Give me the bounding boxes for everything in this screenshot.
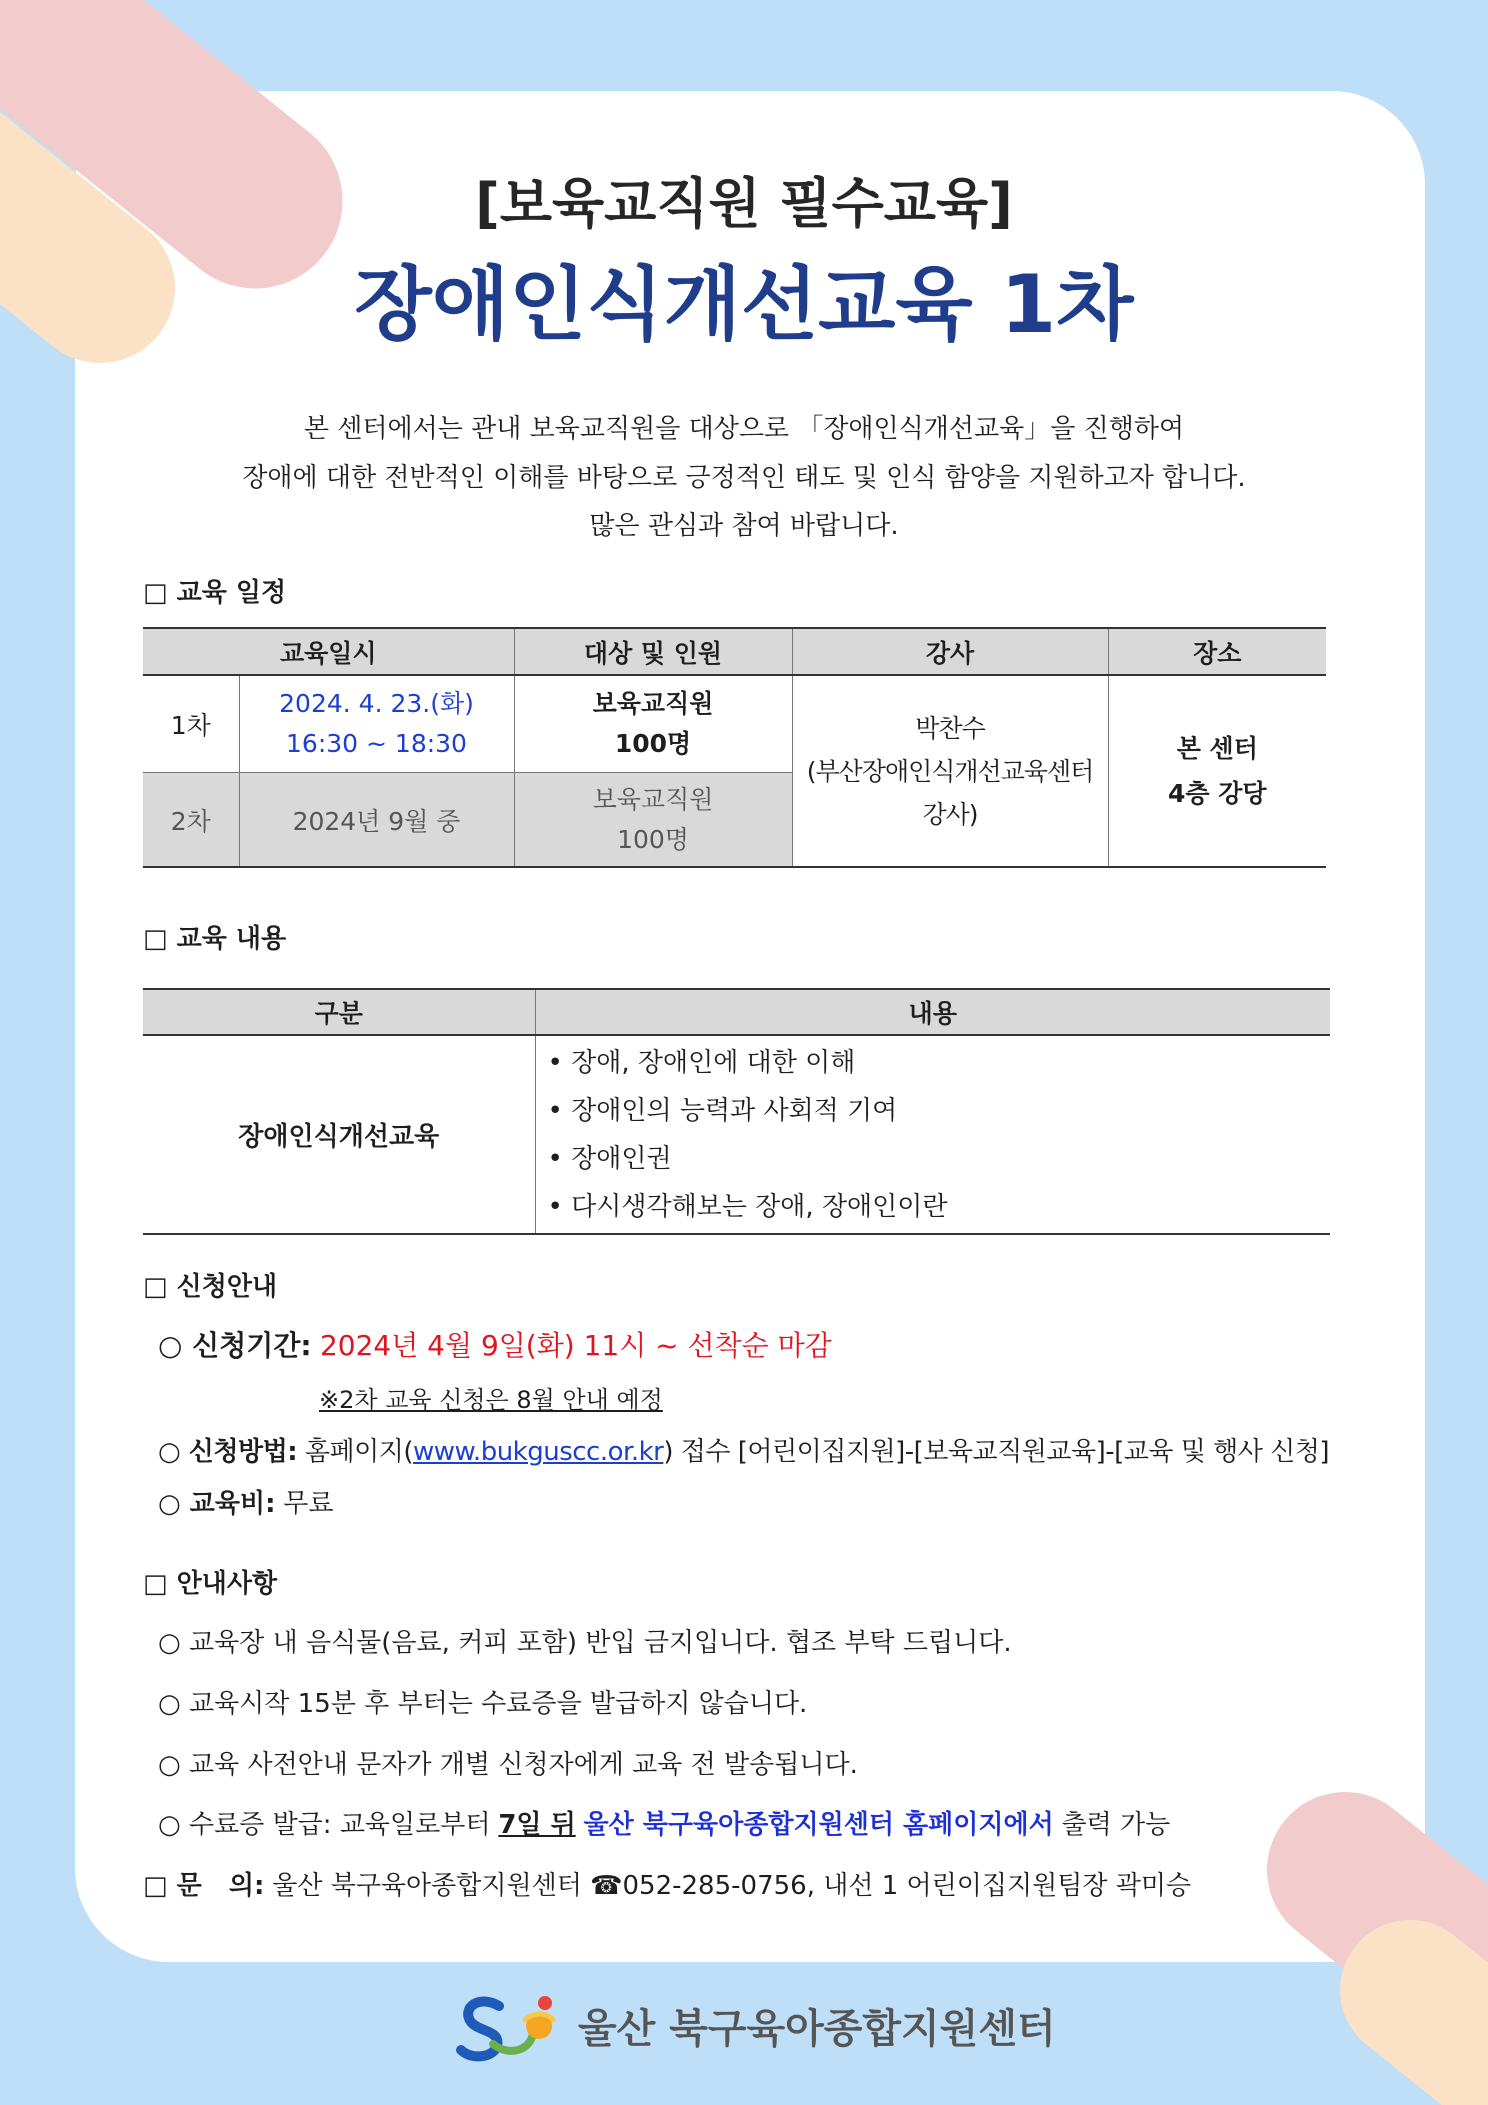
fee-label: ○ 교육비: [158, 1489, 276, 1519]
schedule-row-1 [143, 675, 1326, 773]
method-pre: 홈페이지( [304, 1437, 414, 1467]
certificate-timing: 7일 뒤 [498, 1810, 576, 1840]
content-header-category: 구분 [143, 989, 535, 1035]
content-category: 장애인식개선교육 [143, 1035, 535, 1234]
method-post: ) 접수 [어린이집지원]-[보육교직원교육]-[교육 및 행사 신청] [663, 1437, 1329, 1467]
schedule-date-2: 2024년 9월 중 [239, 773, 514, 868]
schedule-header-venue: 장소 [1108, 628, 1326, 675]
venue-line-2: 4층 강당 [1167, 779, 1267, 808]
application-method [158, 1432, 1329, 1472]
schedule-round-2: 2차 [143, 773, 239, 868]
certificate-action: 출력 가능 [1061, 1810, 1171, 1840]
content-header-details: 내용 [535, 989, 1330, 1035]
schedule-header-row [143, 628, 1326, 675]
schedule-round-1: 1차 [143, 675, 239, 773]
schedule-target-label-1: 보육교직원 [592, 689, 714, 718]
content-header-row [143, 989, 1330, 1035]
method-label: ○ 신청방법: [158, 1437, 298, 1467]
intro-line-1: 본 센터에서는 관내 보육교직원을 대상으로 「장애인식개선교육」을 진행하여 [303, 414, 1185, 444]
page-title: 장애인식개선교육 1차 [354, 258, 1134, 351]
intro-line-3: 많은 관심과 참여 바랍니다. [589, 511, 899, 541]
schedule-target-count-1: 100명 [614, 729, 692, 758]
schedule-target-label-2: 보육교직원 [592, 784, 714, 814]
schedule-instructor [792, 675, 1108, 867]
decor-band-peach-bottom [1410, 1990, 1488, 2105]
list-item: • 장애인권 [547, 1143, 672, 1174]
schedule-date-1: 2024. 4. 23.(화) [279, 689, 474, 718]
intro-line-2: 장애에 대한 전반적인 이해를 바탕으로 긍정적인 태도 및 인식 함양을 지원하고자 합니다. [242, 463, 1246, 493]
homepage-link[interactable]: www.bukguscc.or.kr [413, 1437, 664, 1467]
schedule-table [143, 627, 1326, 868]
schedule-time-1: 16:30 ~ 18:30 [286, 729, 467, 758]
title-line1: [보육교직원 필수교육] [475, 172, 1013, 235]
content-items [535, 1035, 1330, 1234]
contact-label: □ 문 의: [143, 1871, 265, 1901]
fee-value: 무료 [283, 1489, 334, 1519]
contact-text: 울산 북구육아종합지원센터 ☎052-285-0756, 내선 1 어린이집지원팀장 곽미승 [272, 1871, 1192, 1901]
schedule-header-target: 대상 및 인원 [514, 628, 792, 675]
content-row [143, 1035, 1330, 1234]
schedule-venue [1108, 675, 1326, 867]
application-heading: □ 신청안내 [143, 1272, 278, 1302]
notice-item: ○ 교육장 내 음식물(음료, 커피 포함) 반입 금지입니다. 협조 부탁 드립니다. [158, 1628, 1012, 1658]
period-label: ○ 신청기간: [158, 1329, 312, 1362]
schedule-target-2 [514, 773, 792, 868]
notice-item: ○ 교육 사전안내 문자가 개별 신청자에게 교육 전 발송됩니다. [158, 1750, 858, 1780]
notice-item: ○ 교육시작 15분 후 부터는 수료증을 발급하지 않습니다. [158, 1689, 808, 1719]
certificate-location: 울산 북구육아종합지원센터 홈페이지에서 [583, 1810, 1054, 1840]
list-item: • 장애, 장애인에 대한 이해 [547, 1047, 856, 1078]
instructor-org: (부산장애인식개선교육센터 [806, 756, 1094, 786]
list-item: • 다시생각해보는 장애, 장애인이란 [547, 1191, 948, 1222]
certificate-text: ○ 수료증 발급: 교육일로부터 [158, 1810, 491, 1840]
instructor-role: 강사) [922, 799, 978, 829]
schedule-header-datetime: 교육일시 [143, 628, 514, 675]
content-heading: □ 교육 내용 [143, 924, 287, 954]
instructor-name: 박찬수 [915, 713, 985, 743]
period-value: 2024년 4월 9일(화) 11시 ~ 선착순 마감 [319, 1329, 832, 1362]
venue-line-1: 본 센터 [1176, 734, 1258, 763]
logo-icon [455, 1990, 567, 2066]
notices-heading: □ 안내사항 [143, 1569, 278, 1599]
schedule-heading: □ 교육 일정 [143, 578, 287, 608]
schedule-target-count-2: 100명 [617, 824, 689, 854]
period-note: ※2차 교육 신청은 8월 안내 예정 [319, 1386, 663, 1414]
application-fee [158, 1484, 334, 1524]
notice-item-certificate [158, 1805, 1170, 1845]
content-table [143, 988, 1330, 1235]
footer-org-name: 울산 북구육아종합지원센터 [578, 2006, 1056, 2052]
list-item: • 장애인의 능력과 사회적 기여 [547, 1095, 898, 1126]
schedule-datetime-1 [239, 675, 514, 773]
application-period [158, 1326, 832, 1366]
schedule-target-1 [514, 675, 792, 773]
contact-line [143, 1866, 1191, 1906]
schedule-header-instructor: 강사 [792, 628, 1108, 675]
